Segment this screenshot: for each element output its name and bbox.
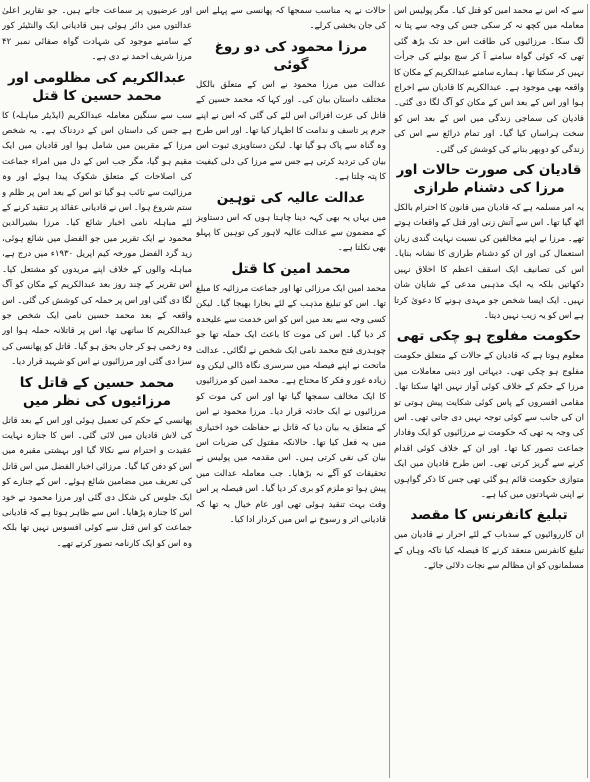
- article-paragraph: سے کہ اس نے محمد امین کو قتل کیا۔ مگر پولیس اس معاملہ میں کچھ نہ کر سکی جس کی وجہ سے پتا نہ لگ سکا۔ مرزائیوں کی طاقت اس حد تک بڑھ گئی تھی کہ کوئی گواہ سامنے آ کر سچ بولنے کی جرأت نہیں کر سکتا تھا۔ ہمارے سامنے عبدالکریم کے مکان کا واقعہ بھی موجود ہے۔ عبدالکریم کا قادیان سے اخراج ہوا اور اس کے بعد اس کے مکان کو آگ لگا دی گئی۔ قادیان کی سماجی زندگی میں اس کے بعد اس کو سخت ہراساں کیا گیا۔ اور تمام ذرائع سے اس کی زندگی کو دوبھر بنانے کی کوشش کی گئی۔: [394, 6, 584, 155]
- section-heading: محمد امین کا قتل: [231, 260, 351, 277]
- column-middle: [196, 4, 390, 778]
- article-paragraph: محمد امین ایک مرزائی تھا اور جماعت مرزائیہ کا مبلغ تھا۔ اس کو تبلیغ مذہب کے لئے بخارا بھیجا گیا۔ لیکن کسی وجہ سے بعد میں اس کو اس خدمت سے علیحدہ کر دیا گیا۔ اس کی موت کا باعث ایک حملہ تھا جو چوہدری فتح محمد نامی ایک شخص نے لگائی۔ عدالت ماتحت نے اپنے فیصلہ میں سرسری نگاہ ڈالی لیکن وہ زیادہ غور و فکر کا محتاج ہے۔ محمد امین کو مرزائیوں کا ایک مخالف سمجھا گیا تھا اور اس کی موت کو مرزائیوں نے ایک حادثہ قرار دیا۔ مرزا محمود نے اس کے متعلق یہ بیان دیا کہ قاتل نے حفاظت خود اختیاری میں یہ فعل کیا تھا۔ حالانکہ مقتول کی ضربات اس بیان کی نفی کرتی ہیں۔ اس مقدمہ میں پولیس نے تحقیقات کو آگے نہ بڑھایا۔ جب معاملہ عدالت میں پیش ہوا تو ملزم کو بری کر دیا گیا۔ اس فیصلہ پر اس وقت بہت تنقید ہوئی تھی اور عام خیال یہ تھا کہ قادیانی اثر و رسوخ نے اس میں کردار ادا کیا۔: [196, 283, 386, 525]
- section-heading: قادیان کی صورت حالات اور مرزا کی دشنام طرازی: [396, 162, 582, 197]
- article-paragraph: اور عرضیوں پر سماعت جاتے ہیں۔ جو تقاریر اعلیٰ عدالتوں میں دائر ہوئی ہیں قادیانی ایک والنٹیئر کور کے سامنے موجود کی شہادت گواہ صفائی نمبر ۴۲ مرزا شریف احمد نے دی ہے۔: [2, 6, 192, 63]
- section-heading: مرزا محمود کی دو روغ گوئی: [214, 38, 368, 73]
- article-paragraph: سب سے سنگین معاملہ عبدالکریم (ایڈیٹر مباہلہ) کا ہے جس کی داستان اس کے دردناک ہے۔ یہ شخص مرزا کے مقربین میں شامل ہوا اور قادیان میں ایک مقیم ہو گیا، مگر جب اس کے دل میں امراء جماعت کی اصلاحات کے متعلق شکوک پیدا ہوئے اور وہ مرزائیت سے تائب ہو گیا تو اس کے بعد اس پر ظلم و ستم شروع ہوا۔ اس نے قادیانی عقائد پر تنقید کرنے کے لئے مباہلہ نامی اخبار شائع کیا۔ مرزا بشیرالدین محمود نے ایک تقریر میں جو الفضل میں شائع ہوئی، زید گرد الفضل مورخہ کیم اپریل ۱۹۳۰ء میں درج ہے، مباہلہ والوں کے خلاف اپنے مریدوں کو مشتعل کیا۔ اس تقریر کے چند روز بعد عبدالکریم کے مکان کو آگ لگا دی گئی اور اس پر حملہ کی کوشش کی گئی۔ اس واقعہ کے بعد محمد حسین نامی ایک شخص جو عبدالکریم کا ساتھی تھا، اس پر قاتلانہ حملہ ہوا اور وہ زخمی ہو کر جاں بحق ہو گیا۔ قاتل کو پھانسی کی سزا دی گئی اور مرزائیوں نے اس کو شہید قرار دیا۔: [2, 110, 192, 368]
- article-paragraph: حالات نے یہ مناسب سمجھا کہ پھانسی سے پہلے اس کی جان بخشی کرلے۔: [196, 6, 386, 32]
- article-paragraph: میں یہاں یہ بھی کہہ دینا چاہتا ہوں کہ اس دستاویز کے مضمون سے عدالت عالیہ لاہور کی توہین کا پہلو بھی نکلتا ہے۔: [196, 212, 386, 254]
- section-heading: حکومت مفلوج ہو چکی تھی: [396, 328, 582, 345]
- section-heading: تبلیغ کانفرنس کا مقصد: [410, 507, 568, 524]
- article-paragraph: عدالت میں مرزا محمود نے اس کے متعلق بالکل مختلف داستان بیان کی۔ اور کہا کہ محمد حسین کے قاتل کی عزت افزائی اس لئے کی گئی کہ اس نے اپنے جرم پر تاسف و ندامت کا اظہار کیا تھا۔ اور اس طرح وہ گناہ سے پاک ہو گیا تھا۔ لیکن دستاویزی ثبوت اس بیان کی تردید کرتی ہے جس سے مرزا کی دلی کیفیت کا پتہ چلتا ہے۔: [196, 79, 386, 183]
- article-paragraph: ان کارروائیوں کے سدباب کے لئے احرار نے قادیان میں تبلیغ کانفرنس منعقد کرنے کا فیصلہ کیا تاکہ وہاں کے مسلمانوں کو ان مظالم سے نجات دلائی جائے۔: [394, 530, 584, 572]
- article-paragraph: پھانسی کے حکم کی تعمیل ہوئی اور اس کے بعد قاتل کی لاش قادیان میں لائی گئی۔ اس کا جنازہ نہایت عقیدت و احترام سے نکالا گیا اور بہشتی مقبرہ میں اس کو دفن کیا گیا۔ مرزائی اخبار الفضل میں اس قاتل کی تعریف میں مضامین شائع ہوئے۔ اس کے جنازے کو ایک جلوس کی شکل دی گئی اور مرزا محمود نے خود اس کا جنازہ پڑھایا۔ اس سے ظاہر ہوتا ہے کہ قادیانی جماعت کو اس قتل سے کوئی افسوس نہیں تھا بلکہ وہ اس کو ایک کارنامہ تصور کرتے تھے۔: [2, 415, 192, 549]
- section-heading: عدالت عالیہ کی توہین: [216, 189, 366, 206]
- article-paragraph: معلوم ہوتا ہے کہ قادیان کے حالات کے متعلق حکومت مفلوج ہو چکی تھی۔ دیہاتی اور دینی معاملات میں مرزا کے حکم کے خلاف کوئی آواز نہیں اٹھا سکتا تھا۔ مقامی افسروں کے پاس کوئی شکایت پیش ہوتی تو ان کی جانب سے کوئی توجہ نہیں دی جاتی تھی۔ اس کی وجہ یہ تھی کہ حکومت نے مرزائیوں کو ایک وفادار جماعت تصور کیا تھا۔ اور ان کے خلاف کوئی اقدام کرنے سے گریز کرتی تھی۔ اس طرح قادیان میں ایک متوازی حکومت قائم ہو گئی تھی جس کا ذکر گواہوں نے اپنی شہادتوں میں کیا ہے۔: [394, 351, 584, 500]
- section-heading: محمد حسین کے قاتل کا مرزائیوں کی نظر میں: [19, 374, 175, 409]
- section-heading: عبدالکریم کی مظلومی اور محمد حسین کا قتل: [7, 69, 187, 104]
- column-left: [394, 4, 588, 778]
- column-right: [2, 4, 192, 778]
- article-paragraph: یہ امر مسلمہ ہے کہ قادیان میں قانون کا احترام بالکل اٹھ گیا تھا۔ اس سے آتش زنی اور قتل کے واقعات ہوتے تھے۔ مرزا نے اپنے مخالفین کی نسبت نہایت گندی زبان استعمال کی اور ان کو دشنام طرازی کا نشانہ بنایا۔ اس کی تصانیف ایک اسقف اعظم کا اخلاق نہیں دکھاتیں بلکہ یہ ایک مذہبی مدعی کے شایان شان نہیں۔ ایک ایسا شخص جو مہدی ہونے کا دعویٰ کرتا ہے اس کو یہ زیب نہیں دیتا۔: [394, 203, 584, 321]
